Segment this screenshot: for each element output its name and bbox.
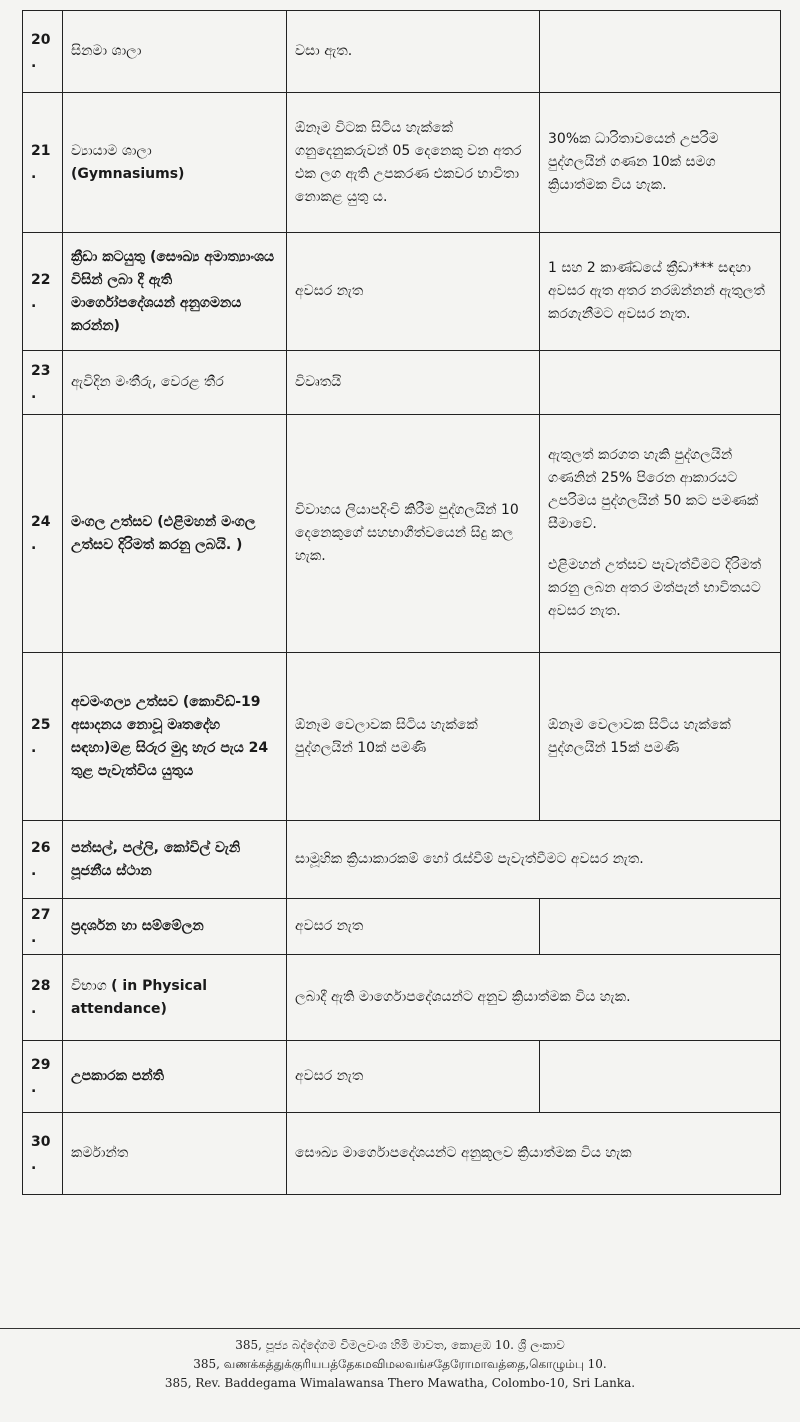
row-number: 30.: [23, 1113, 63, 1195]
table-row: [23, 653, 781, 821]
rule-cell-merged: සාමූහික ක්‍රියාකාරකම් හෝ රැස්වීම් පැවැත්වීමට අවසර නැත.: [287, 821, 781, 899]
row-number: 27.: [23, 899, 63, 955]
rule-cell-alt: 1 සහ 2 කාණ්ඩයේ ක්‍රීඩා*** සඳහා අවසර ඇත අතර නරඹන්නන් ඇතුලත් කරගැනීමට අවසර නැත.: [540, 233, 781, 351]
rule-cell-alt: [540, 415, 781, 653]
table-row: [23, 11, 781, 93]
activity-cell: අවමංගල්‍ය උත්සව (කොවිඩ්-19 අසාදනය නොවූ මෘතදේහ සඳහා)මළ සිරුර මුදා හැර පැය 24 තුළ පැවැත්විය යුතුය: [63, 653, 287, 821]
activity-label: ව්‍යායාම ශාලා: [71, 142, 152, 159]
activity-cell: ඇවිදින මංතීරු, වෙරළ තීර: [63, 351, 287, 415]
rule-cell: විවෘතයි: [287, 351, 540, 415]
activity-label: විභාග: [71, 977, 107, 994]
rule-cell: ඕනෑම වෙලාවක සිටිය හැක්කේ පුද්ගලයින් 10ක් පමණි: [287, 653, 540, 821]
activity-cell: [63, 93, 287, 233]
rules-table: [22, 10, 781, 1195]
rule-cell-alt: ඕනෑම වෙලාවක සිටිය හැක්කේ පුද්ගලයින් 15ක් පමණි: [540, 653, 781, 821]
row-number: 28.: [23, 955, 63, 1041]
rule-cell: ඕනෑම විටක සිටිය හැක්කේ ගනුදෙනුකරුවන් 05 දෙනෙකු වන අතර එක ලග ඇති උපකරණ එකවර භාවිතා නොකළ යුතු ය.: [287, 93, 540, 233]
rule-paragraph: ඇතුලත් කරගත හැකි පුද්ගලයින් ගණනින් 25% පිරෙන ආකාරයට උපරිමය පුද්ගලයින් 50 කට පමණක් සීමාවේ.: [548, 447, 759, 532]
row-number: 25.: [23, 653, 63, 821]
rule-cell: අවසර නැත: [287, 899, 540, 955]
activity-cell: ක්‍රීඩා කටයුතු (සෞඛ්‍ය අමාත්‍යාංශය විසින් ලබා දී ඇති මාර්ගෝපදේශයන් අනුගමනය කරන්න): [63, 233, 287, 351]
table-row: [23, 821, 781, 899]
activity-cell: පන්සල්, පල්ලි, කෝවිල් වැනි පූජනීය ස්ථාන: [63, 821, 287, 899]
activity-label-en: ( in Physical attendance): [71, 977, 208, 1017]
row-number: 22.: [23, 233, 63, 351]
rule-cell-alt: [540, 899, 781, 955]
rule-cell: වසා ඇත.: [287, 11, 540, 93]
table-row: [23, 899, 781, 955]
row-number: 24.: [23, 415, 63, 653]
footer-divider: [0, 1328, 800, 1329]
row-number: 20.: [23, 11, 63, 93]
activity-cell: [63, 955, 287, 1041]
rule-cell-alt: [540, 351, 781, 415]
rule-cell-alt: 30%ක ධාරිතාවයෙන් උපරිම පුද්ගලයින් ගණන 10ක් සමග ක්‍රියාත්මක විය හැක.: [540, 93, 781, 233]
table-row: [23, 955, 781, 1041]
row-number: 29.: [23, 1041, 63, 1113]
address-tamil: 385, வணக்கத்துக்குரியபத்தேகமவிமலவங்சதேரோமாவத்தை,கொழும்பு 10.: [193, 1357, 607, 1371]
table-row: [23, 351, 781, 415]
table-row: [23, 415, 781, 653]
rule-cell: අවසර නැත: [287, 233, 540, 351]
table-row: [23, 1113, 781, 1195]
rule-cell: අවසර නැත: [287, 1041, 540, 1113]
address-sinhala: 385, පූජ්‍ය බද්දේගම විමලවංශ හිමි මාවත, කොළඹ 10. ශ්‍රී ලංකාව: [235, 1338, 565, 1352]
paragraph-gap: [548, 536, 772, 554]
address-english: 385, Rev. Baddegama Wimalawansa Thero Mawatha, Colombo-10, Sri Lanka.: [164, 1376, 636, 1390]
rule-cell-merged: සෞඛ්‍ය මාර්ගොපදේශයන්ට අනුකූලව ක්‍රියාත්මක විය හැක: [287, 1113, 781, 1195]
activity-label-en: (Gymnasiums): [71, 165, 185, 182]
activity-cell: කර්මාන්ත: [63, 1113, 287, 1195]
row-number: 26.: [23, 821, 63, 899]
table-row: [23, 93, 781, 233]
table-row: [23, 1041, 781, 1113]
row-number: 21.: [23, 93, 63, 233]
activity-cell: උපකාරක පන්ති: [63, 1041, 287, 1113]
activity-cell: මංගල උත්සව (එළිමහන් මංගල උත්සව දිරිමත් කරනු ලබයි. ): [63, 415, 287, 653]
row-number: 23.: [23, 351, 63, 415]
rule-cell-merged: ලබාදී ඇති මාර්ගොපදේශයන්ට අනුව ක්‍රියාත්මක විය හැක.: [287, 955, 781, 1041]
rule-cell: විවාහය ලියාපදිංචි කිරීම පුද්ගලයින් 10 දෙනෙකුගේ සහභාගීත්වයෙන් සිදු කල හැක.: [287, 415, 540, 653]
rule-cell-alt: [540, 11, 781, 93]
activity-cell: ප්‍රදර්ශන හා සම්මේලන: [63, 899, 287, 955]
rule-paragraph: එළිමහන් උත්සව පැවැත්වීමට දිරිමත් කරනු ලබන අතර මත්පැන් භාවිතයට අවසර නැත.: [548, 557, 762, 619]
rule-cell-alt: [540, 1041, 781, 1113]
activity-cell: සිනමා ශාලා: [63, 11, 287, 93]
address-footer: [0, 1336, 800, 1393]
table-row: [23, 233, 781, 351]
